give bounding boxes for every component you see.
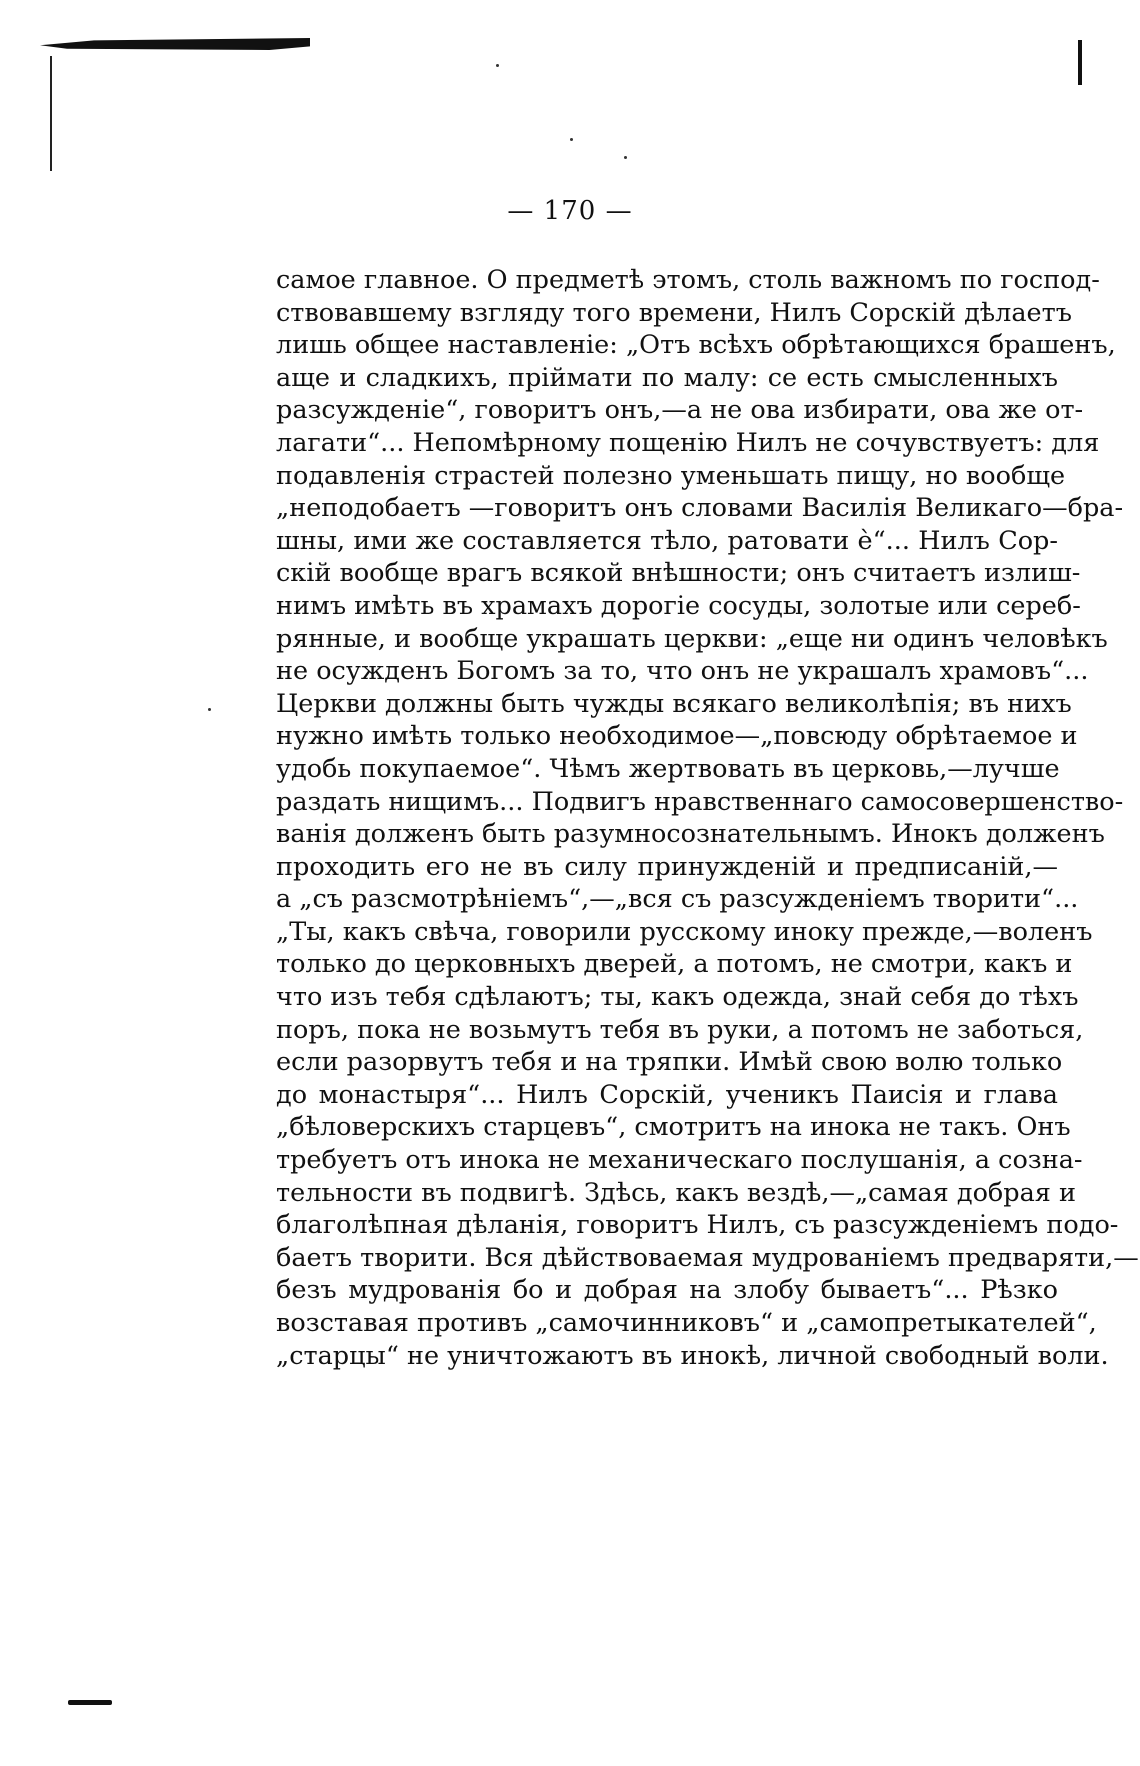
text-line: Церкви должны быть чужды всякаго великолѣпія; въ нихъ	[276, 688, 1072, 719]
text-line: удобь покупаемое“. Чѣмъ жертвовать въ церковь,—лучше	[276, 753, 1060, 784]
text-line: нимъ имѣть въ храмахъ дорогіе сосуды, золотые или сереб-	[276, 590, 1081, 621]
text-line: аще и сладкихъ, пріймати по малу: се есть смысленныхъ	[276, 362, 1058, 393]
text-line: поръ, пока не возьмутъ тебя въ руки, а потомъ не заботься,	[276, 1014, 1084, 1045]
text-line: баетъ творити. Вся дѣйствоваемая мудрованіемъ предваряти,—	[276, 1242, 1139, 1273]
scan-artifact-right-edge	[1078, 40, 1082, 85]
text-line: если разорвутъ тебя и на тряпки. Имѣй свою волю только	[276, 1047, 1063, 1078]
text-line: раздать нищимъ... Подвигъ нравственнаго самосовершенство-	[276, 786, 1124, 817]
scan-artifact-left-edge	[50, 56, 52, 171]
text-line: благолѣпная дѣланія, говоритъ Нилъ, съ разсужденіемъ подо-	[276, 1210, 1119, 1241]
text-line: проходить его не въ силу принужденій и предписаній,—	[276, 851, 1058, 882]
scan-speck	[208, 708, 211, 711]
text-line: только до церковныхъ дверей, а потомъ, не смотри, какъ и	[276, 949, 1073, 980]
text-line: нужно имѣть только необходимое—„повсюду обрѣтаемое и	[276, 721, 1078, 752]
text-line: ствовавшему взгляду того времени, Нилъ Сорскій дѣлаетъ	[276, 297, 1072, 328]
text-line: до монастыря“... Нилъ Сорскій, ученикъ Паисія и глава	[276, 1079, 1058, 1110]
scan-speck	[624, 156, 627, 159]
text-line: тельности въ подвигѣ. Здѣсь, какъ вездѣ,—„самая добрая и	[276, 1177, 1076, 1208]
text-line: безъ мудрованія бо и добрая на злобу бываетъ“... Рѣзко	[276, 1275, 1058, 1306]
text-line: самое главное. О предметѣ этомъ, столь важномъ по господ-	[276, 265, 1100, 295]
text-line: возставая противъ „самочинниковъ“ и „самопретыкателей“,	[276, 1308, 1097, 1338]
text-line: подавленія страстей полезно уменьшать пищу, но вообще	[276, 460, 1066, 491]
text-line: что изъ тебя сдѣлаютъ; ты, какъ одежда, знай себя до тѣхъ	[276, 982, 1079, 1013]
text-line: „неподобаетъ —говоритъ онъ словами Василія Великаго—бра-	[276, 493, 1124, 524]
scan-artifact-bottom-mark	[68, 1700, 112, 1705]
text-line: разсужденіе“, говоритъ онъ,—а не ова избирати, ова же от-	[276, 395, 1084, 426]
text-line: шны, ими же составляется тѣло, ратовати ѐ“... Нилъ Сор-	[276, 525, 1058, 556]
text-line: „бѣловерскихъ старцевъ“, смотритъ на инока не такъ. Онъ	[276, 1112, 1071, 1143]
text-line: требуетъ отъ инока не механическаго послушанія, а созна-	[276, 1145, 1083, 1176]
text-line: „Ты, какъ свѣча, говорили русскому иноку прежде,—воленъ	[276, 916, 1093, 947]
text-line: ванія долженъ быть разумносознательнымъ. Инокъ долженъ	[276, 819, 1105, 850]
text-line: лишь общее наставленіе: „Отъ всѣхъ обрѣтающихся брашенъ,	[276, 330, 1116, 361]
text-line: не осужденъ Богомъ за то, что онъ не украшалъ храмовъ“...	[276, 656, 1089, 687]
body-text	[276, 264, 1139, 1372]
text-line: рянные, и вообще украшать церкви: „еще ни одинъ человѣкъ	[276, 623, 1108, 654]
text-line: лагати“... Непомѣрному пощенію Нилъ не сочувствуетъ: для	[276, 427, 1100, 458]
page-number: — 170 —	[507, 196, 633, 226]
text-line: скій вообще врагъ всякой внѣшности; онъ считаетъ излиш-	[276, 558, 1081, 589]
scan-speck	[496, 64, 499, 67]
text-line: „старцы“ не уничтожаютъ въ инокѣ, личной свободный воли.	[276, 1340, 1109, 1371]
scan-artifact-top-bar	[40, 38, 310, 50]
scan-speck	[570, 138, 573, 141]
text-line: а „съ разсмотрѣніемъ“,—„вся съ разсужденіемъ творити“...	[276, 884, 1079, 915]
